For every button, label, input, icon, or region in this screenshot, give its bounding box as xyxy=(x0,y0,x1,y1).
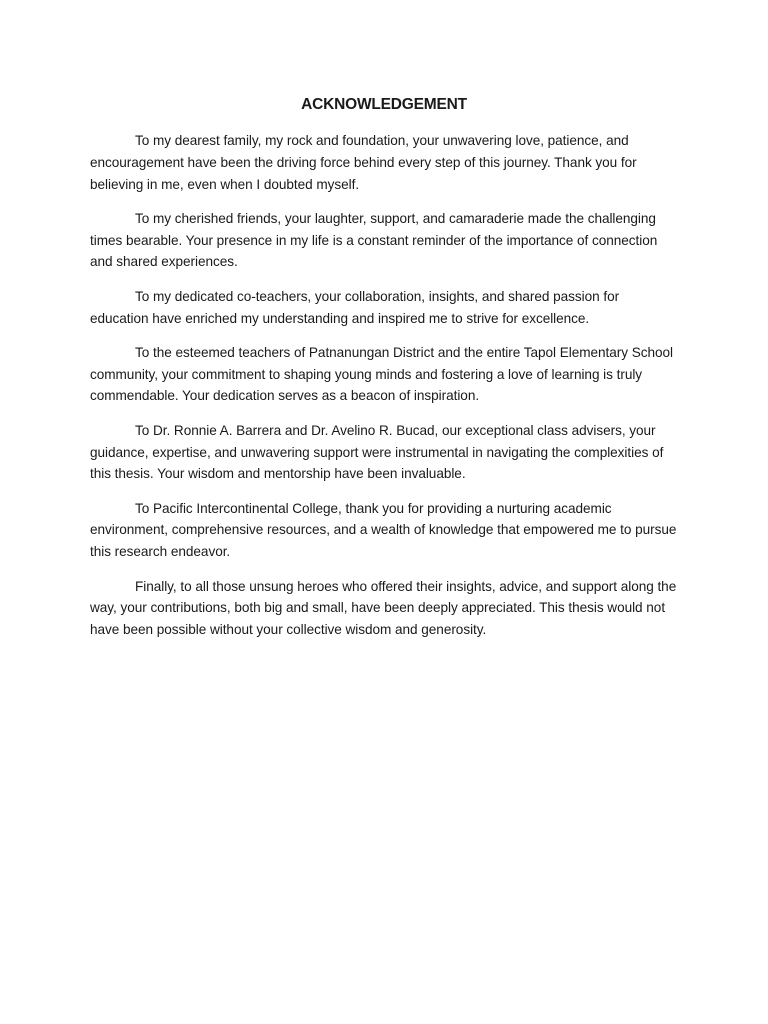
paragraph-unsung-heroes: Finally, to all those unsung heroes who offered their insights, advice, and support along the way, your contributions, both big and small, have been deeply appreciated. This thesis would not have been possible without your collective wisdom and generosity. xyxy=(90,578,677,638)
paragraph-college: To Pacific Intercontinental College, thank you for providing a nurturing academic environment, comprehensive resources, and a wealth of knowledge that empowered me to pursue this research endeavor. xyxy=(90,500,677,560)
paragraph-advisers: To Dr. Ronnie A. Barrera and Dr. Avelino R. Bucad, our exceptional class advisers, your guidance, expertise, and unwavering support were instrumental in navigating the complexities of this thesis. Your wisdom and mentorship have been invaluable. xyxy=(90,422,664,482)
paragraph-family: To my dearest family, my rock and foundation, your unwavering love, patience, and encouragement have been the driving force behind every step of this journey. Thank you for believing in me, even when I doubted myself. xyxy=(90,133,637,192)
paragraph-co-teachers: To my dedicated co-teachers, your collaboration, insights, and shared passion for education have enriched my understanding and inspired me to strive for excellence. xyxy=(90,288,620,326)
paragraph-teachers: To the esteemed teachers of Patnanungan District and the entire Tapol Elementary School community, your commitment to shaping young minds and fostering a love of learning is truly commendable. Your dedication serves as a beacon of inspiration. xyxy=(90,344,673,404)
page-title: ACKNOWLEDGEMENT xyxy=(301,96,467,113)
paragraph-friends: To my cherished friends, your laughter, support, and camaraderie made the challenging times bearable. Your presence in my life is a constant reminder of the importance of connection and shared experiences. xyxy=(90,210,658,270)
